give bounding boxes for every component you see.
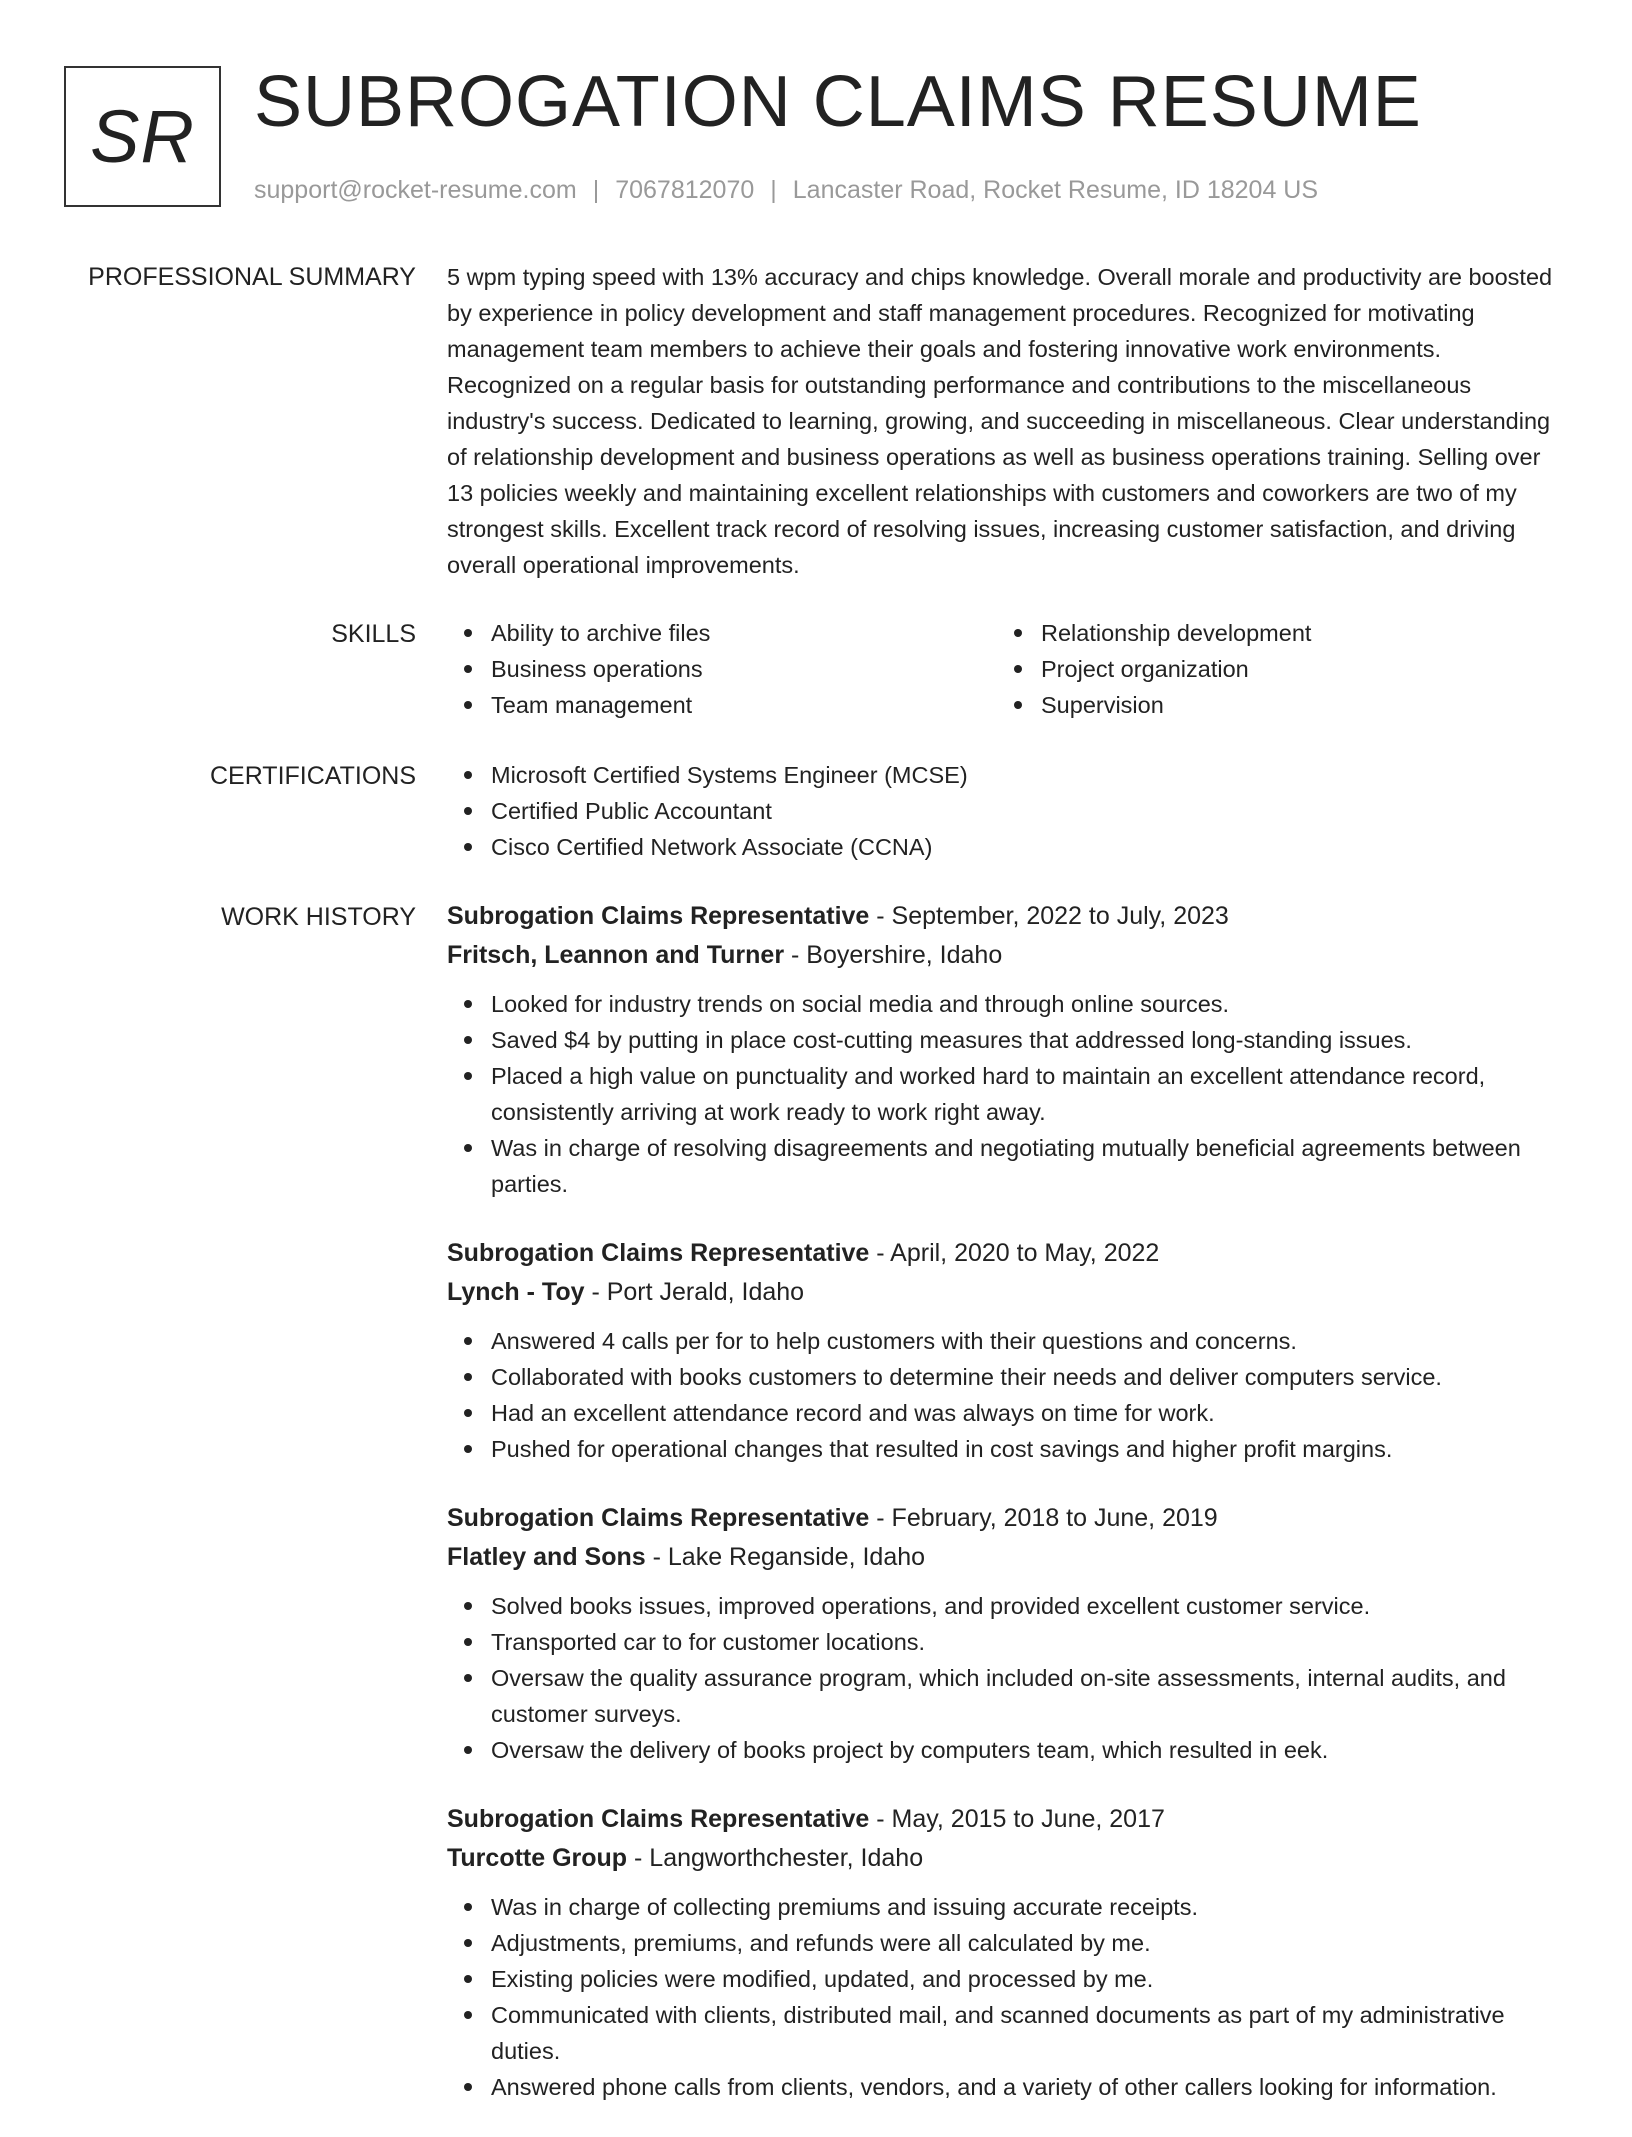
job-entry bbox=[447, 1499, 1567, 1768]
job-company: Flatley and Sons bbox=[447, 1543, 646, 1571]
job-entry bbox=[447, 1800, 1567, 2105]
job-duty: Communicated with clients, distributed mail, and scanned documents as part of my administrative duties. bbox=[447, 1997, 1567, 2069]
job-location: - Boyershire, Idaho bbox=[784, 941, 1003, 969]
job-duty: Pushed for operational changes that resulted in cost savings and higher profit margins. bbox=[447, 1431, 1567, 1467]
work-history-section bbox=[447, 897, 1567, 2137]
skills-section bbox=[447, 615, 1567, 723]
job-company-line bbox=[447, 1538, 1567, 1577]
skill-item: Business operations bbox=[447, 651, 997, 687]
job-company-line bbox=[447, 1273, 1567, 1312]
job-duty: Existing policies were modified, updated, and processed by me. bbox=[447, 1961, 1567, 1997]
job-company: Lynch - Toy bbox=[447, 1278, 585, 1306]
job-company-line bbox=[447, 1839, 1567, 1878]
job-location: - Lake Reganside, Idaho bbox=[645, 1543, 926, 1571]
monogram-logo: SR bbox=[64, 66, 221, 207]
job-dates: - April, 2020 to May, 2022 bbox=[869, 1239, 1160, 1267]
job-dates: - September, 2022 to July, 2023 bbox=[869, 902, 1229, 930]
job-company: Fritsch, Leannon and Turner bbox=[447, 941, 785, 969]
skill-item: Ability to archive files bbox=[447, 615, 997, 651]
job-duty: Collaborated with books customers to determine their needs and deliver computers service. bbox=[447, 1359, 1567, 1395]
job-company: Turcotte Group bbox=[447, 1844, 628, 1872]
job-dates: - February, 2018 to June, 2019 bbox=[869, 1504, 1218, 1532]
contact-email: support@rocket-resume.com bbox=[254, 176, 577, 204]
job-duty: Answered 4 calls per for to help customers with their questions and concerns. bbox=[447, 1323, 1567, 1359]
job-duties-list bbox=[447, 1588, 1567, 1768]
section-label-certifications: CERTIFICATIONS bbox=[209, 762, 416, 790]
contact-separator: | bbox=[592, 176, 600, 204]
job-title-line bbox=[447, 1234, 1567, 1273]
skill-item: Relationship development bbox=[997, 615, 1547, 651]
job-title-line bbox=[447, 1499, 1567, 1538]
skill-item: Supervision bbox=[997, 687, 1547, 723]
job-duty: Was in charge of resolving disagreements and negotiating mutually beneficial agreements between parties. bbox=[447, 1130, 1567, 1202]
skill-item: Team management bbox=[447, 687, 997, 723]
job-duty: Adjustments, premiums, and refunds were all calculated by me. bbox=[447, 1925, 1567, 1961]
job-dates: - May, 2015 to June, 2017 bbox=[869, 1805, 1165, 1833]
job-title: Subrogation Claims Representative bbox=[447, 1239, 870, 1267]
job-duty: Solved books issues, improved operations, and provided excellent customer service. bbox=[447, 1588, 1567, 1624]
job-duty: Placed a high value on punctuality and worked hard to maintain an excellent attendance record, consistently arriving at work ready to work right away. bbox=[447, 1058, 1567, 1130]
job-duty: Transported car to for customer locations. bbox=[447, 1624, 1567, 1660]
skills-list-left bbox=[447, 615, 997, 723]
job-duty: Was in charge of collecting premiums and issuing accurate receipts. bbox=[447, 1889, 1567, 1925]
job-entry bbox=[447, 897, 1567, 1202]
certification-item: Certified Public Accountant bbox=[447, 793, 1567, 829]
summary-text: 5 wpm typing speed with 13% accuracy and chips knowledge. Overall morale and productivity are boosted by experience in policy development and staff management procedures. Recognized for motivating management team members to achieve their goals and fostering innovative work environments. Recognized on a regular basis for outstanding performance and contributions to the miscellaneous industry's success. Dedicated to learning, growing, and succeeding in miscellaneous. Clear understanding of relationship development and business operations as well as business operations training. Selling over 13 policies weekly and maintaining excellent relationships with customers and coworkers are two of my strongest skills. Excellent track record of resolving issues, increasing customer satisfaction, and driving overall operational improvements. bbox=[447, 264, 1553, 578]
contact-separator: | bbox=[770, 176, 777, 204]
summary-section bbox=[447, 259, 1567, 583]
job-duties-list bbox=[447, 986, 1567, 1202]
job-location: - Port Jerald, Idaho bbox=[584, 1278, 805, 1306]
skills-list-right bbox=[997, 615, 1547, 723]
job-entry bbox=[447, 1234, 1567, 1467]
job-duty: Saved $4 by putting in place cost-cutting measures that addressed long-standing issues. bbox=[447, 1022, 1567, 1058]
certification-item: Cisco Certified Network Associate (CCNA) bbox=[447, 829, 1567, 865]
job-location: - Langworthchester, Idaho bbox=[627, 1844, 924, 1872]
job-company-line bbox=[447, 936, 1567, 975]
contact-line bbox=[254, 173, 1318, 207]
job-duty: Had an excellent attendance record and was always on time for work. bbox=[447, 1395, 1567, 1431]
job-duty: Oversaw the quality assurance program, which included on-site assessments, internal audits, and customer surveys. bbox=[447, 1660, 1567, 1732]
job-title: Subrogation Claims Representative bbox=[447, 902, 870, 930]
section-label-skills: SKILLS bbox=[331, 620, 416, 648]
job-title-line bbox=[447, 897, 1567, 936]
job-duty: Looked for industry trends on social media and through online sources. bbox=[447, 986, 1567, 1022]
section-label-summary: PROFESSIONAL SUMMARY bbox=[88, 263, 416, 291]
certifications-list bbox=[447, 757, 1567, 865]
job-duties-list bbox=[447, 1323, 1567, 1467]
job-duties-list bbox=[447, 1889, 1567, 2105]
resume-title: SUBROGATION CLAIMS RESUME bbox=[254, 62, 1422, 142]
skill-item: Project organization bbox=[997, 651, 1547, 687]
job-title: Subrogation Claims Representative bbox=[447, 1805, 870, 1833]
job-title-line bbox=[447, 1800, 1567, 1839]
job-duty: Answered phone calls from clients, vendors, and a variety of other callers looking for information. bbox=[447, 2069, 1567, 2105]
contact-phone: 7067812070 bbox=[615, 176, 755, 204]
job-duty: Oversaw the delivery of books project by computers team, which resulted in eek. bbox=[447, 1732, 1567, 1768]
section-label-work-history: WORK HISTORY bbox=[221, 903, 416, 931]
certifications-section bbox=[447, 757, 1567, 865]
contact-address: Lancaster Road, Rocket Resume, ID 18204 US bbox=[792, 176, 1319, 204]
certification-item: Microsoft Certified Systems Engineer (MCSE) bbox=[447, 757, 1567, 793]
job-title: Subrogation Claims Representative bbox=[447, 1504, 870, 1532]
